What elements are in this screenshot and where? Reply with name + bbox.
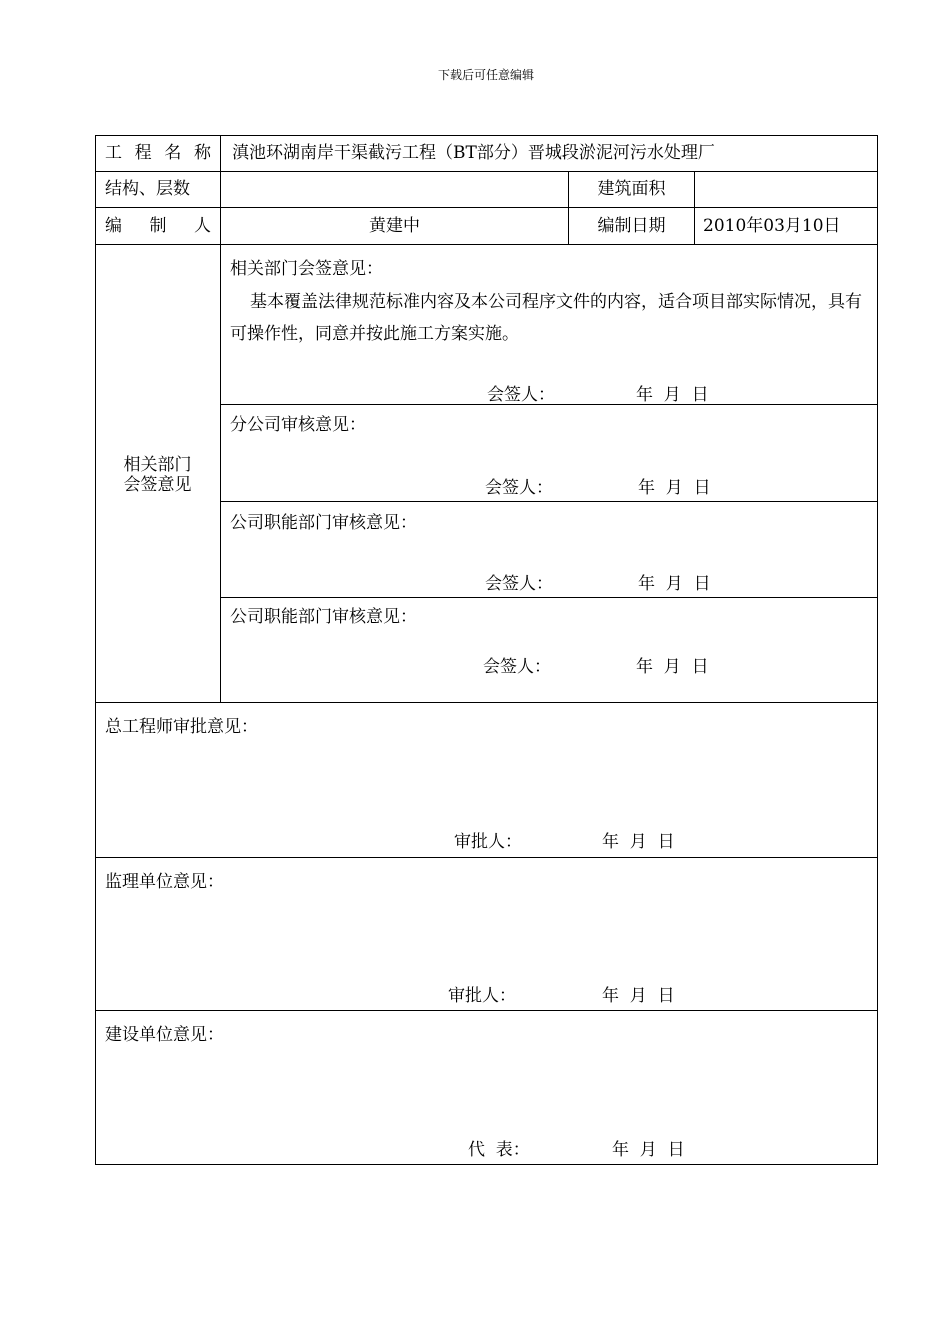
approval-title: 总工程师审批意见： xyxy=(105,717,258,737)
approval-date: 年 月 日 xyxy=(612,1140,685,1160)
section-title: 公司职能部门审核意见： xyxy=(230,607,417,627)
approval-date: 年 月 日 xyxy=(602,832,675,852)
author-label: 编 制 人 xyxy=(105,216,211,236)
representative-label: 代 表： xyxy=(468,1140,530,1160)
approver-label: 审批人： xyxy=(448,986,516,1006)
project-name-label: 工 程 名 称 xyxy=(105,143,211,163)
sign-date: 年 月 日 xyxy=(636,385,709,405)
area-label: 建筑面积 xyxy=(597,179,666,199)
border-right xyxy=(877,135,878,1165)
border-top xyxy=(95,135,878,136)
section-title: 分公司审核意见： xyxy=(230,415,366,435)
border-left xyxy=(95,135,96,1165)
approver-label: 审批人： xyxy=(454,832,522,852)
border-bottom xyxy=(95,1164,878,1165)
sign-date: 年 月 日 xyxy=(638,574,711,594)
countersign-label-line1: 相关部门 xyxy=(123,455,192,475)
author-value: 黄建中 xyxy=(369,216,420,236)
countersign-label xyxy=(95,455,220,495)
structure-label: 结构、层数 xyxy=(105,179,190,199)
section-body: 基本覆盖法律规范标准内容及本公司程序文件的内容，适合项目部实际情况，具有可操作性，同意并按此施工方案实施。 xyxy=(230,292,862,344)
row-divider xyxy=(95,702,878,703)
section-title: 相关部门会签意见： xyxy=(230,259,383,279)
row-divider xyxy=(220,501,878,502)
signer-label: 会签人： xyxy=(485,478,553,498)
row-divider xyxy=(95,171,878,172)
header-note: 下载后可任意编辑 xyxy=(437,68,534,82)
approval-form xyxy=(95,135,878,1165)
countersign-label-line2: 会签意见 xyxy=(123,475,192,495)
row-divider xyxy=(95,1010,878,1011)
approval-title: 建设单位意见： xyxy=(105,1025,224,1045)
date-label: 编制日期 xyxy=(597,216,666,236)
sign-date: 年 月 日 xyxy=(638,478,711,498)
row-divider xyxy=(220,597,878,598)
date-value: 2010年03月10日 xyxy=(703,216,841,236)
approval-title: 监理单位意见： xyxy=(105,872,224,892)
signer-label: 会签人： xyxy=(483,657,551,677)
project-name-value: 滇池环湖南岸干渠截污工程（BT部分）晋城段淤泥河污水处理厂 xyxy=(232,143,715,163)
section-title: 公司职能部门审核意见： xyxy=(230,513,417,533)
approval-date: 年 月 日 xyxy=(602,986,675,1006)
row-divider xyxy=(95,857,878,858)
row-divider xyxy=(95,207,878,208)
row-divider xyxy=(95,244,878,245)
signer-label: 会签人： xyxy=(485,574,553,594)
column-divider xyxy=(694,171,695,244)
signer-label: 会签人： xyxy=(487,385,555,405)
sign-date: 年 月 日 xyxy=(636,657,709,677)
